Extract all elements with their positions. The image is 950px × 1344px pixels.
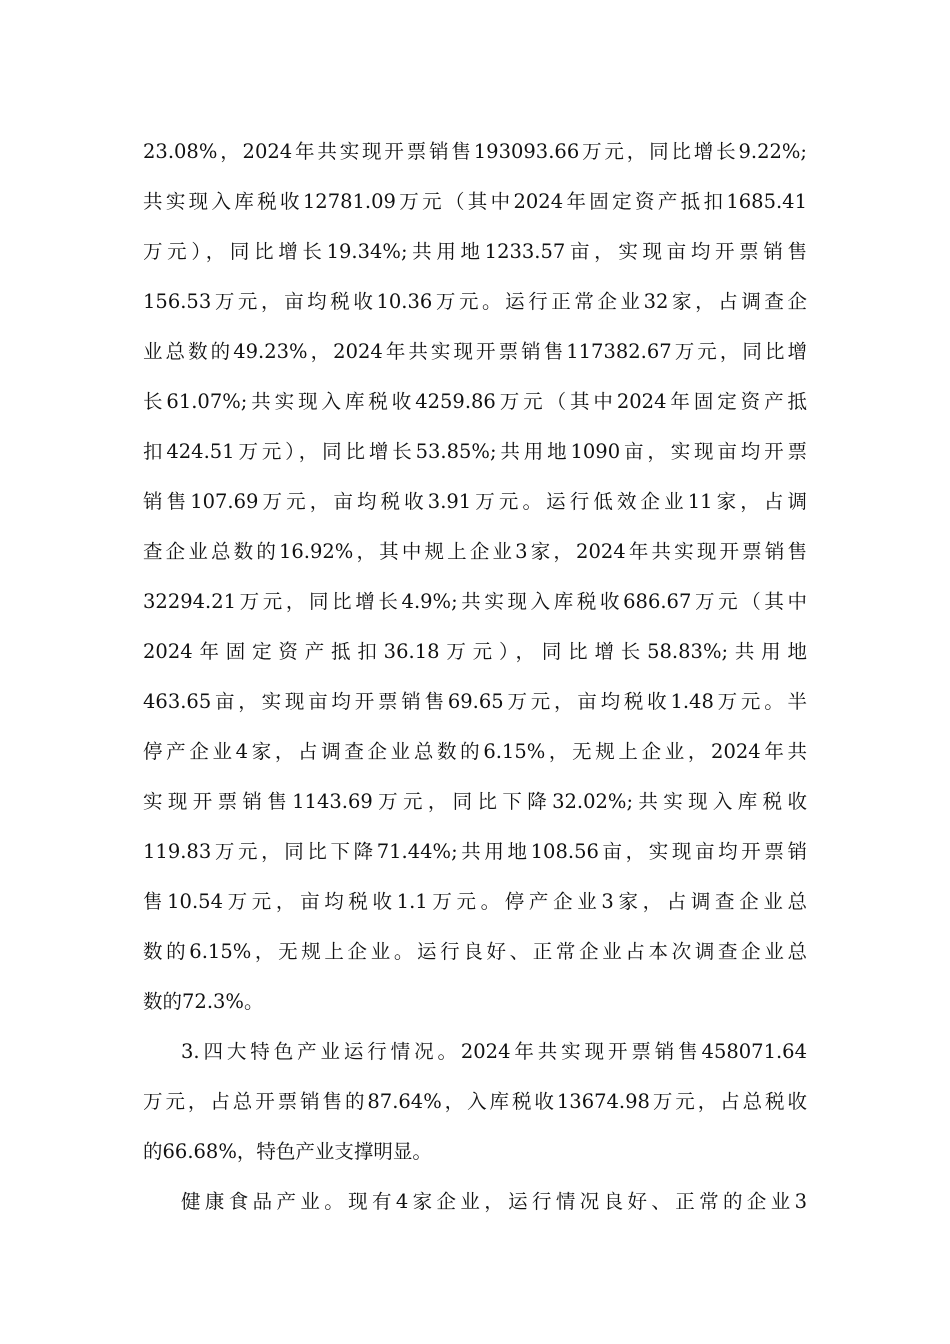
text-line: 156.53万元，亩均税收10.36万元。运行正常企业32家，占调查企 — [143, 290, 807, 313]
text-line: 实现开票销售1143.69万元，同比下降32.02%;共实现入库税收 — [143, 790, 807, 813]
text-line: 万元，占总开票销售的87.64%，入库税收13674.98万元，占总税收 — [143, 1090, 807, 1113]
text-line: 长61.07%;共实现入库税收4259.86万元（其中2024年固定资产抵 — [143, 390, 807, 413]
text-line: 万元），同比增长19.34%;共用地1233.57亩，实现亩均开票销售 — [143, 240, 807, 263]
text-line: 23.08%，2024年共实现开票销售193093.66万元，同比增长9.22%; — [143, 140, 807, 163]
text-line: 463.65亩，实现亩均开票销售69.65万元，亩均税收1.48万元。半 — [143, 690, 807, 713]
text-line: 数的72.3%。 — [143, 990, 264, 1013]
text-line: 共实现入库税收12781.09万元（其中2024年固定资产抵扣1685.41 — [143, 190, 807, 213]
text-line: 销售107.69万元，亩均税收3.91万元。运行低效企业11家，占调 — [143, 490, 807, 513]
text-line: 售10.54万元，亩均税收1.1万元。停产企业3家，占调查企业总 — [143, 890, 807, 913]
text-line: 119.83万元，同比下降71.44%;共用地108.56亩，实现亩均开票销 — [143, 840, 807, 863]
text-line: 查企业总数的16.92%，其中规上企业3家，2024年共实现开票销售 — [143, 540, 807, 563]
text-line: 32294.21万元，同比增长4.9%;共实现入库税收686.67万元（其中 — [143, 590, 807, 613]
text-line: 的66.68%，特色产业支撑明显。 — [143, 1140, 432, 1163]
text-line: 数的6.15%，无规上企业。运行良好、正常企业占本次调查企业总 — [143, 940, 807, 963]
section-heading-line: 3.四大特色产业运行情况。2024年共实现开票销售458071.64 — [181, 1040, 807, 1063]
text-line: 扣424.51万元），同比增长53.85%;共用地1090亩，实现亩均开票 — [143, 440, 807, 463]
text-line: 停产企业4家，占调查企业总数的6.15%，无规上企业，2024年共 — [143, 740, 807, 763]
paragraph-start-line: 健康食品产业。现有4家企业，运行情况良好、正常的企业3 — [181, 1190, 807, 1213]
text-line: 业总数的49.23%，2024年共实现开票销售117382.67万元，同比增 — [143, 340, 807, 363]
text-line: 2024年固定资产抵扣36.18万元），同比增长58.83%;共用地 — [143, 640, 807, 663]
